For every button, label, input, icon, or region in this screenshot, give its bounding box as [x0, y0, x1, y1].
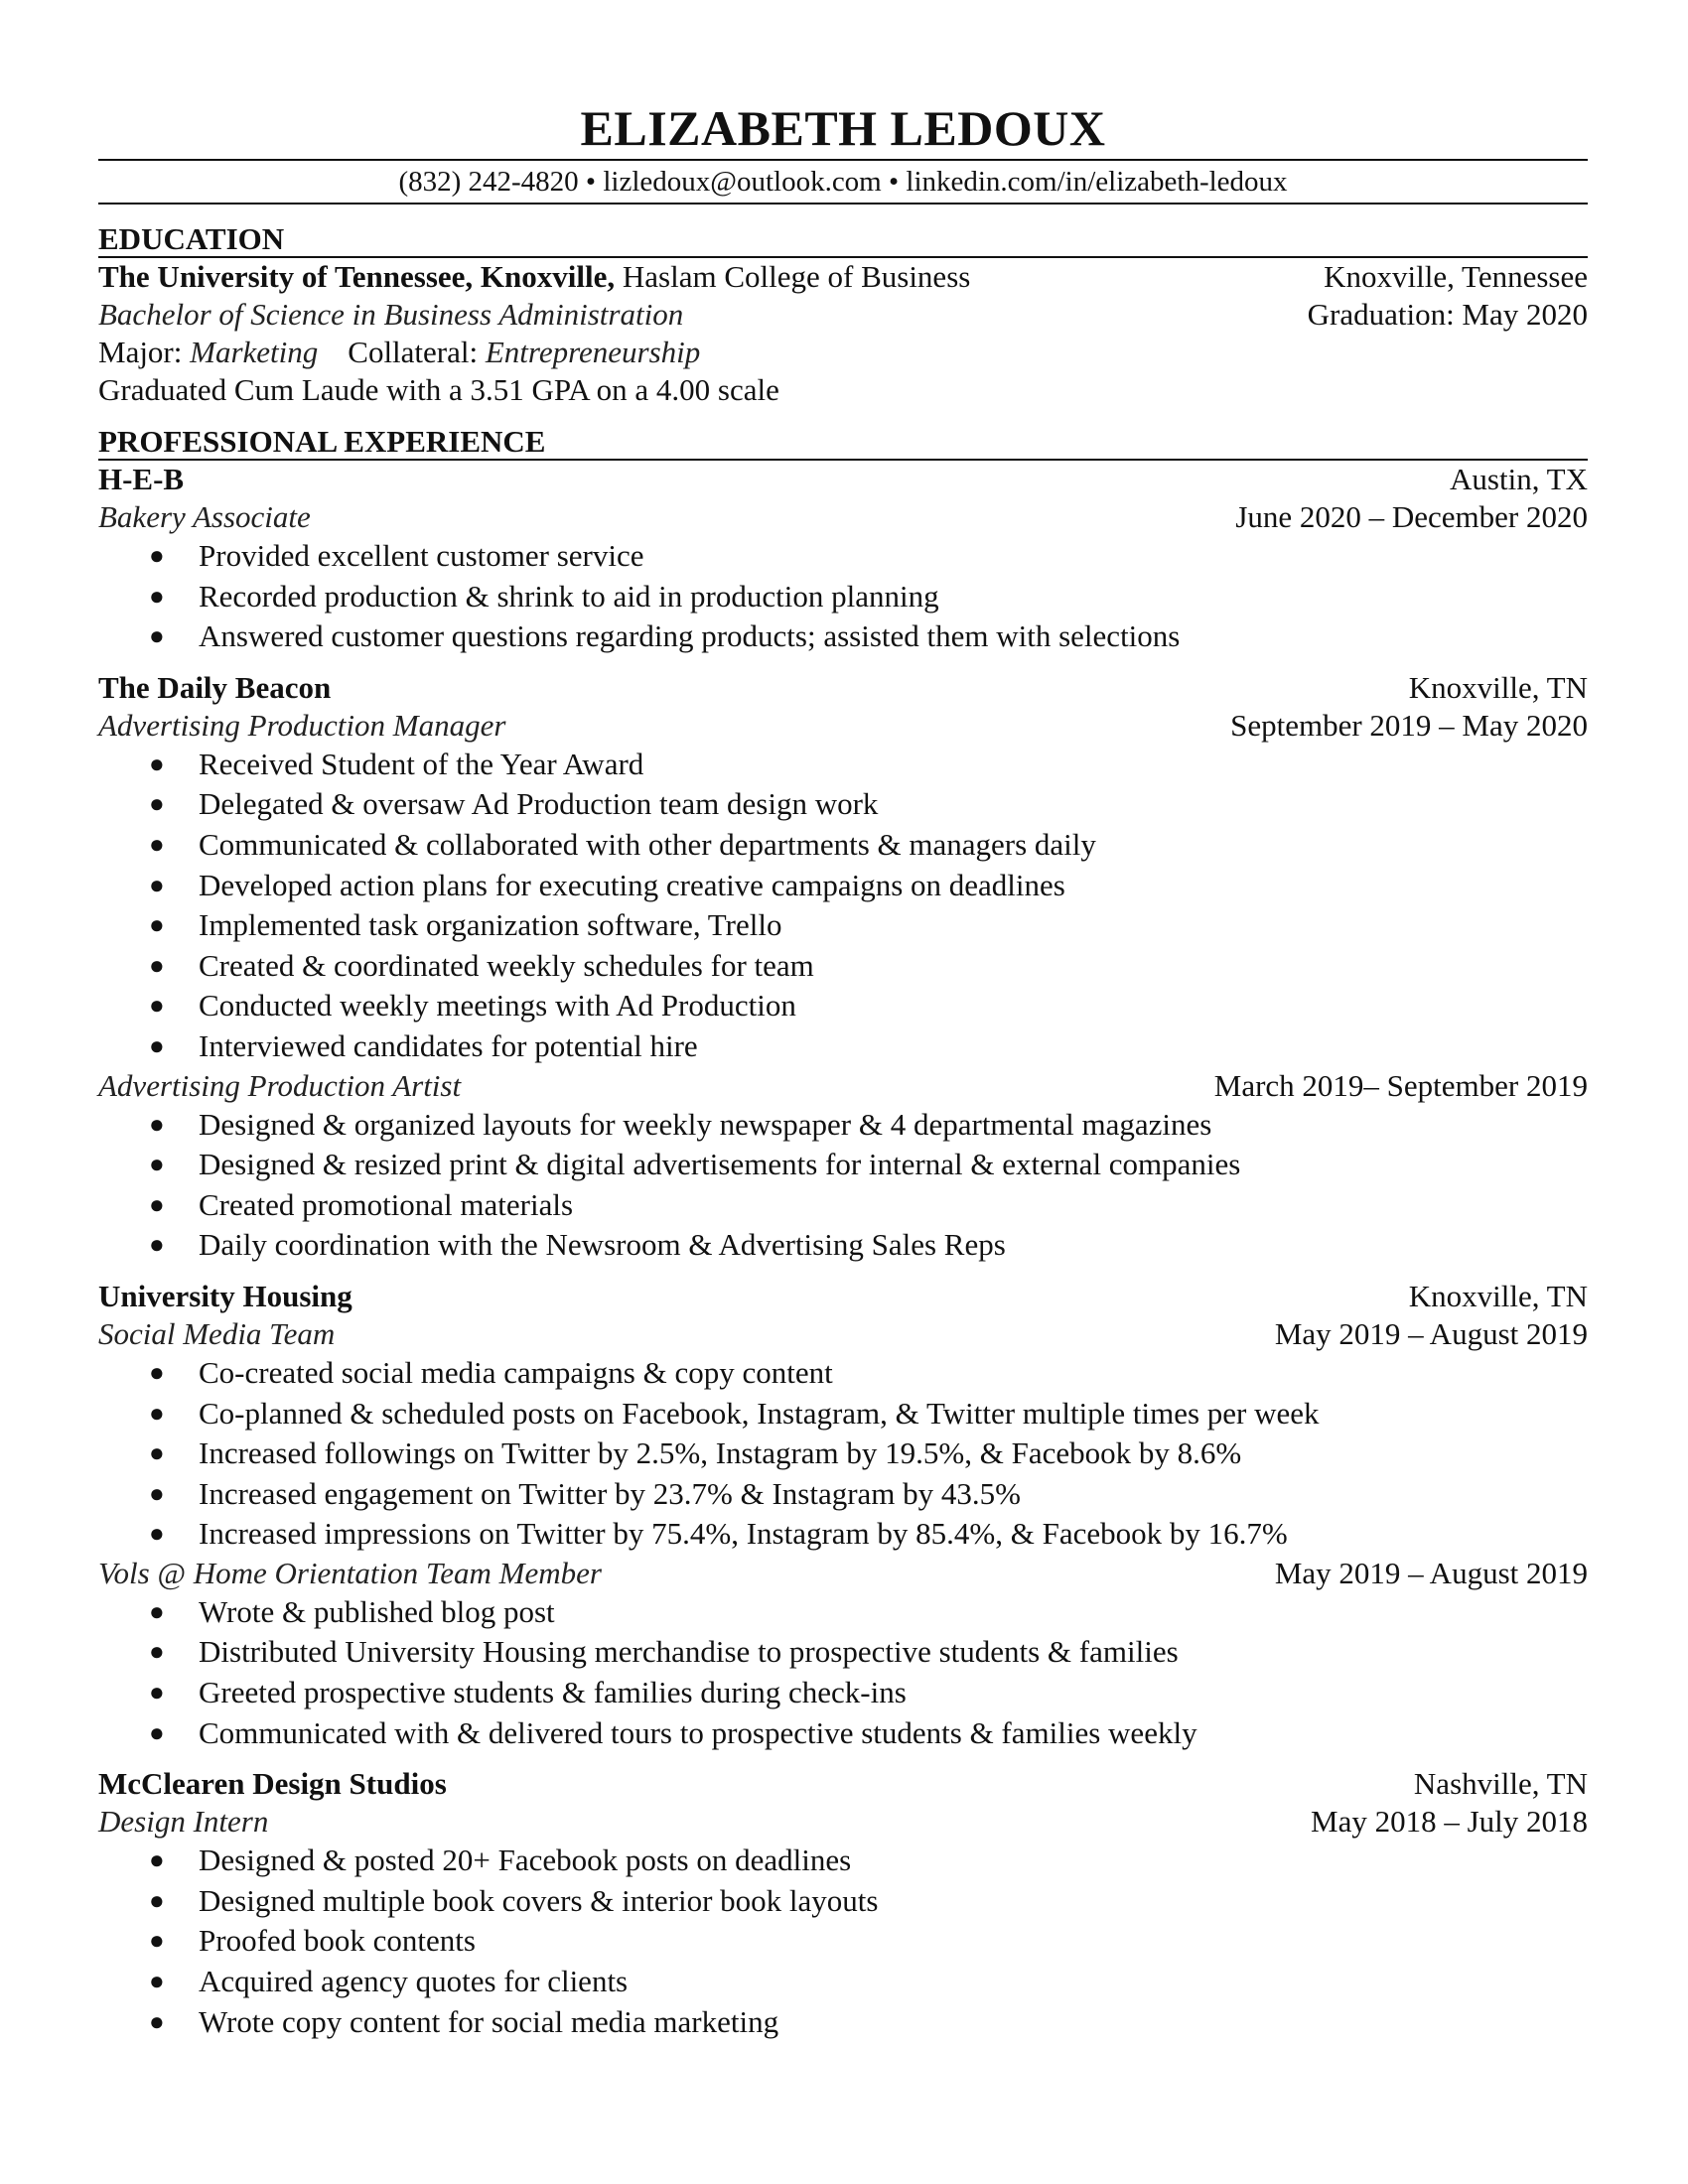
bullet-text: Designed multiple book covers & interior book layouts [199, 1882, 879, 1918]
bullet-icon: ● [149, 1438, 165, 1468]
bullet-text: Designed & organized layouts for weekly newspaper & 4 departmental magazines [199, 1106, 1212, 1142]
company-name: H-E-B [98, 462, 185, 496]
education-school-row [98, 258, 1588, 296]
bullet-icon: ● [149, 1967, 165, 1996]
bullet-icon: ● [149, 789, 165, 819]
bullet-icon: ● [149, 1189, 165, 1219]
major: Marketing [190, 335, 319, 369]
bullet-item [98, 1394, 1588, 1434]
bullet-icon: ● [149, 1478, 165, 1508]
major-line: Major: Marketing Collateral: Entrepreneurship [98, 335, 701, 369]
company-name: McClearen Design Studios [98, 1766, 447, 1802]
bullet-text: Greeted prospective students & families during check-ins [199, 1675, 907, 1710]
graduation-date: Graduation: May 2020 [1307, 297, 1588, 332]
bullet-icon: ● [149, 1637, 165, 1667]
bullet-text: Provided excellent customer service [199, 538, 644, 573]
role-dates: June 2020 – December 2020 [1235, 499, 1588, 534]
company-row [98, 461, 1588, 498]
bullet-icon: ● [149, 1230, 165, 1260]
bullet-icon: ● [149, 1717, 165, 1747]
collateral: Entrepreneurship [485, 335, 701, 369]
bullet-item [98, 1185, 1588, 1226]
role-dates: September 2019 – May 2020 [1230, 707, 1588, 743]
company-row [98, 1765, 1588, 1803]
bullet-text: Designed & posted 20+ Facebook posts on deadlines [199, 1843, 852, 1878]
bullet-item [98, 1962, 1588, 2002]
role-title: Bakery Associate [98, 499, 311, 534]
bullet-icon: ● [149, 1150, 165, 1179]
header-divider-bottom [98, 203, 1588, 205]
role-title-row [98, 1803, 1588, 1841]
bullet-item [98, 1841, 1588, 1881]
role-title-row [98, 1555, 1588, 1592]
bullet-item [98, 1026, 1588, 1067]
role-title-row [98, 707, 1588, 745]
bullet-item [98, 536, 1588, 577]
company-location: Knoxville, TN [1408, 669, 1588, 705]
bullet-item [98, 2002, 1588, 2043]
bullet-text: Interviewed candidates for potential hire [199, 1027, 698, 1063]
bullet-item [98, 1145, 1588, 1185]
bullet-icon: ● [149, 2006, 165, 2036]
company-row [98, 1278, 1588, 1315]
role-dates: May 2018 – July 2018 [1311, 1804, 1588, 1840]
bullet-item [98, 946, 1588, 987]
school-location: Knoxville, Tennessee [1324, 259, 1588, 294]
job-spacer [98, 1266, 1588, 1278]
bullet-item [98, 1881, 1588, 1922]
bullet-icon: ● [149, 1030, 165, 1060]
bullet-item [98, 1433, 1588, 1474]
role-title-row [98, 498, 1588, 536]
degree: Bachelor of Science in Business Administration [98, 297, 684, 332]
bullet-text: Received Student of the Year Award [199, 746, 644, 781]
bullet-text: Developed action plans for executing creative campaigns on deadlines [199, 867, 1065, 902]
bullet-text: Co-planned & scheduled posts on Facebook, Instagram, & Twitter multiple times per week [199, 1395, 1320, 1431]
bullet-text: Delegated & oversaw Ad Production team design work [199, 786, 879, 822]
bullet-text: Created & coordinated weekly schedules for team [199, 947, 814, 983]
bullet-text: Proofed book contents [199, 1923, 476, 1959]
resume-name: ELIZABETH LEDOUX [580, 100, 1106, 156]
bullet-icon: ● [149, 991, 165, 1021]
bullet-icon: ● [149, 950, 165, 980]
role-title: Vols @ Home Orientation Team Member [98, 1555, 602, 1590]
bullet-text: Recorded production & shrink to aid in production planning [199, 578, 939, 614]
company-location: Knoxville, TN [1408, 1278, 1588, 1313]
company-row [98, 669, 1588, 707]
job-spacer [98, 1753, 1588, 1765]
bullet-list [98, 745, 1588, 1067]
bullet-text: Co-created social media campaigns & copy content [199, 1354, 833, 1390]
bullet-icon: ● [149, 910, 165, 940]
bullet-item [98, 577, 1588, 617]
bullet-icon: ● [149, 1678, 165, 1707]
honors-line: Graduated Cum Laude with a 3.51 GPA on a 4.00 scale [98, 372, 779, 407]
bullet-icon: ● [149, 1519, 165, 1549]
role-dates: March 2019– September 2019 [1213, 1067, 1588, 1103]
company-name: University Housing [98, 1278, 352, 1313]
role-title: Design Intern [98, 1804, 269, 1840]
bullet-icon: ● [149, 1845, 165, 1875]
bullet-icon: ● [149, 749, 165, 778]
bullet-text: Communicated with & delivered tours to prospective students & families weekly [199, 1714, 1197, 1750]
bullet-item [98, 825, 1588, 866]
bullet-item [98, 745, 1588, 785]
company-location: Austin, TX [1450, 462, 1588, 496]
bullet-icon: ● [149, 1926, 165, 1956]
bullet-item [98, 784, 1588, 825]
contact-line: (832) 242-4820 • lizledoux@outlook.com • linkedin.com/in/elizabeth-ledoux [398, 166, 1288, 198]
bullet-list [98, 1841, 1588, 2042]
bullet-icon: ● [149, 1109, 165, 1139]
bullet-text: Increased followings on Twitter by 2.5%, Instagram by 19.5%, & Facebook by 8.6% [199, 1435, 1242, 1471]
bullet-text: Wrote copy content for social media marketing [199, 2003, 779, 2039]
role-dates: May 2019 – August 2019 [1274, 1555, 1588, 1590]
bullet-item [98, 1673, 1588, 1713]
resume-page [98, 0, 1588, 2042]
job-entry [98, 1278, 1588, 1753]
bullet-text: Increased impressions on Twitter by 75.4%, Instagram by 85.4%, & Facebook by 16.7% [199, 1516, 1288, 1552]
bullet-list [98, 536, 1588, 657]
education-degree-row [98, 296, 1588, 334]
bullet-text: Implemented task organization software, Trello [199, 907, 782, 943]
bullet-icon: ● [149, 1357, 165, 1387]
bullet-icon: ● [149, 1596, 165, 1626]
bullet-list [98, 1592, 1588, 1753]
bullet-text: Daily coordination with the Newsroom & Advertising Sales Reps [199, 1227, 1006, 1263]
bullet-text: Designed & resized print & digital advertisements for internal & external companies [199, 1147, 1241, 1182]
job-spacer [98, 657, 1588, 669]
bullet-icon: ● [149, 621, 165, 651]
bullet-item [98, 1225, 1588, 1266]
bullet-text: Distributed University Housing merchandise to prospective students & families [199, 1634, 1179, 1670]
bullet-icon: ● [149, 829, 165, 859]
bullet-list [98, 1353, 1588, 1555]
bullet-item [98, 1713, 1588, 1754]
job-entry [98, 461, 1588, 657]
bullet-text: Wrote & published blog post [199, 1593, 555, 1629]
role-title: Advertising Production Artist [98, 1067, 462, 1103]
bullet-icon: ● [149, 1398, 165, 1428]
bullet-icon: ● [149, 581, 165, 611]
company-location: Nashville, TN [1413, 1766, 1588, 1802]
bullet-item [98, 866, 1588, 906]
job-entry [98, 1765, 1588, 2042]
bullet-item [98, 1921, 1588, 1962]
bullet-text: Increased engagement on Twitter by 23.7% & Instagram by 43.5% [199, 1475, 1021, 1511]
role-title: Advertising Production Manager [98, 707, 506, 743]
bullet-icon: ● [149, 541, 165, 570]
bullet-item [98, 1514, 1588, 1555]
job-entry [98, 669, 1588, 1266]
bullet-text: Conducted weekly meetings with Ad Production [199, 988, 796, 1024]
role-title-row [98, 1067, 1588, 1105]
company-name: The Daily Beacon [98, 669, 332, 705]
bullet-text: Acquired agency quotes for clients [199, 1964, 629, 1999]
bullet-text: Answered customer questions regarding products; assisted them with selections [199, 618, 1181, 654]
education-heading: EDUCATION [98, 221, 285, 256]
experience-heading: PROFESSIONAL EXPERIENCE [98, 424, 546, 459]
bullet-text: Created promotional materials [199, 1186, 574, 1222]
experience-list [98, 461, 1588, 2042]
bullet-icon: ● [149, 870, 165, 899]
bullet-list [98, 1105, 1588, 1266]
bullet-item [98, 1632, 1588, 1673]
role-title: Social Media Team [98, 1315, 336, 1351]
bullet-item [98, 1592, 1588, 1633]
bullet-text: Communicated & collaborated with other departments & managers daily [199, 826, 1096, 862]
bullet-icon: ● [149, 1885, 165, 1915]
bullet-item [98, 1474, 1588, 1515]
bullet-item [98, 1353, 1588, 1394]
school-name: The University of Tennessee, Knoxville, Haslam College of Business [98, 259, 971, 294]
bullet-item [98, 616, 1588, 657]
bullet-item [98, 905, 1588, 946]
bullet-item [98, 1105, 1588, 1146]
role-dates: May 2019 – August 2019 [1274, 1315, 1588, 1351]
bullet-item [98, 986, 1588, 1026]
role-title-row [98, 1315, 1588, 1353]
